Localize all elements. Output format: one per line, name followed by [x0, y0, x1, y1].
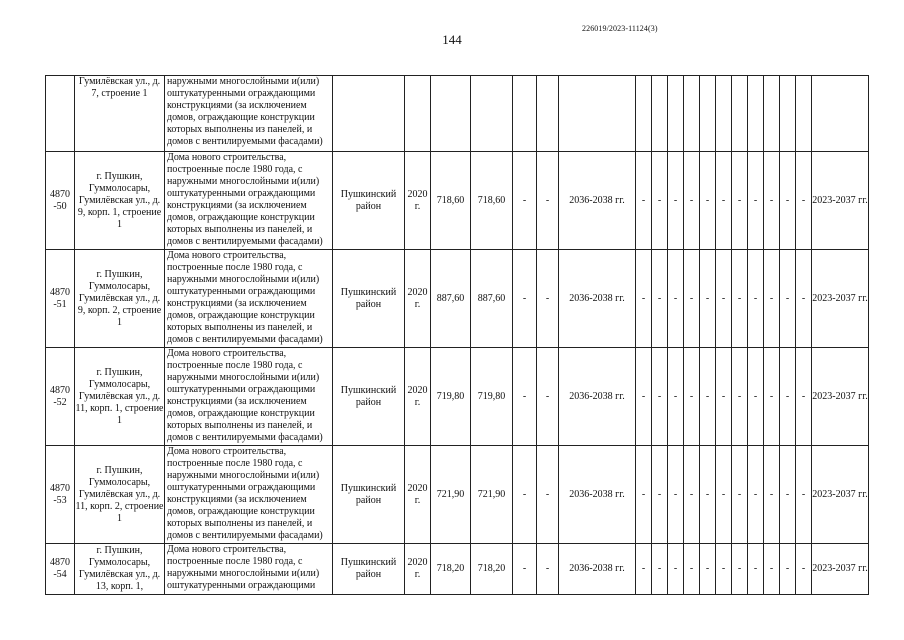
year-cell: 2020 г.: [405, 348, 431, 446]
dash-cell: -: [636, 446, 652, 544]
dash-cell: -: [716, 446, 732, 544]
dash-cell: -: [513, 544, 537, 595]
dash-cell: -: [700, 544, 716, 595]
dash-cell: -: [764, 152, 780, 250]
area-cell: 721,90: [431, 446, 471, 544]
district-cell: [333, 76, 405, 152]
row-id-cell: 4870 -52: [46, 348, 75, 446]
dash-cell: -: [652, 446, 668, 544]
description-cell: наружными многослойными и(или) оштукатуренными ограждающими конструкциями (за исключением домов, ограждающие конструкции которых выполнены из панелей, и домов с вентилируемыми фасадами): [165, 76, 333, 152]
dash-cell: -: [732, 250, 748, 348]
dash-cell: -: [748, 544, 764, 595]
dash-cell: -: [780, 152, 796, 250]
area-cell: 718,60: [431, 152, 471, 250]
row-id-cell: 4870 -51: [46, 250, 75, 348]
dash-cell: -: [652, 348, 668, 446]
dash-cell: -: [537, 250, 559, 348]
period-cell: 2023-2037 гг.: [812, 544, 869, 595]
address-cell: Гумилёвская ул., д. 7, строение 1: [75, 76, 165, 152]
page-number: 144: [442, 32, 462, 47]
address-cell: г. Пушкин, Гуммолосары, Гумилёвская ул., д. 11, корп. 2, строение 1: [75, 446, 165, 544]
dash-cell: -: [652, 250, 668, 348]
dash-cell: -: [513, 446, 537, 544]
dash-cell: -: [796, 348, 812, 446]
area-cell: 887,60: [471, 250, 513, 348]
period-cell: 2023-2037 гг.: [812, 152, 869, 250]
dash-cell: -: [732, 152, 748, 250]
area-cell: 719,80: [431, 348, 471, 446]
dash-cell: -: [748, 152, 764, 250]
row-id-cell: 4870 -50: [46, 152, 75, 250]
dash-cell: -: [537, 544, 559, 595]
dash-cell: -: [780, 446, 796, 544]
area-cell: 887,60: [431, 250, 471, 348]
year-cell: 2020 г.: [405, 152, 431, 250]
district-cell: Пушкинский район: [333, 152, 405, 250]
district-cell: Пушкинский район: [333, 446, 405, 544]
area-cell: 719,80: [471, 348, 513, 446]
dash-cell: -: [668, 152, 684, 250]
district-cell: Пушкинский район: [333, 544, 405, 595]
empty-cell: [684, 76, 700, 152]
area-cell: [471, 76, 513, 152]
period-cell: 2036-2038 гг.: [559, 348, 636, 446]
address-cell: г. Пушкин, Гуммолосары, Гумилёвская ул., д. 11, корп. 1, строение 1: [75, 348, 165, 446]
address-cell: г. Пушкин, Гуммолосары, Гумилёвская ул., д. 13, корп. 1,: [75, 544, 165, 595]
dash-cell: -: [748, 250, 764, 348]
dash-cell: -: [513, 250, 537, 348]
dash-cell: -: [684, 152, 700, 250]
empty-cell: [780, 76, 796, 152]
dash-cell: -: [537, 348, 559, 446]
empty-cell: [537, 76, 559, 152]
dash-cell: -: [636, 152, 652, 250]
dash-cell: -: [668, 544, 684, 595]
dash-cell: -: [732, 446, 748, 544]
area-cell: 718,20: [471, 544, 513, 595]
description-cell: Дома нового строительства, построенные после 1980 года, с наружными многослойными и(или) оштукатуренными ограждающими конструкциями (за исключением домов, ограждающие конструкции которых выполнены из панелей, и домов с вентилируемыми фасадами): [165, 152, 333, 250]
description-cell: Дома нового строительства, построенные после 1980 года, с наружными многослойными и(или) оштукатуренными ограждающими конструкциями (за исключением домов, ограждающие конструкции которых выполнены из панелей, и домов с вентилируемыми фасадами): [165, 348, 333, 446]
dash-cell: -: [513, 348, 537, 446]
dash-cell: -: [716, 348, 732, 446]
address-cell: г. Пушкин, Гуммолосары, Гумилёвская ул., д. 9, корп. 2, строение 1: [75, 250, 165, 348]
empty-cell: [748, 76, 764, 152]
area-cell: 718,20: [431, 544, 471, 595]
dash-cell: -: [780, 544, 796, 595]
empty-cell: [716, 76, 732, 152]
period-cell: 2036-2038 гг.: [559, 544, 636, 595]
period-cell: 2023-2037 гг.: [812, 250, 869, 348]
dash-cell: -: [652, 544, 668, 595]
table-row: [46, 250, 869, 348]
table-row: [46, 152, 869, 250]
dash-cell: -: [636, 544, 652, 595]
dash-cell: -: [780, 250, 796, 348]
dash-cell: -: [537, 152, 559, 250]
dash-cell: -: [716, 152, 732, 250]
district-cell: Пушкинский район: [333, 250, 405, 348]
period-cell: 2036-2038 гг.: [559, 446, 636, 544]
empty-cell: [796, 76, 812, 152]
table-row: [46, 446, 869, 544]
dash-cell: -: [748, 446, 764, 544]
dash-cell: -: [668, 446, 684, 544]
dash-cell: -: [748, 348, 764, 446]
dash-cell: -: [732, 544, 748, 595]
year-cell: 2020 г.: [405, 544, 431, 595]
dash-cell: -: [668, 250, 684, 348]
dash-cell: -: [796, 446, 812, 544]
description-cell: Дома нового строительства, построенные после 1980 года, с наружными многослойными и(или) оштукатуренными ограждающими: [165, 544, 333, 595]
row-id-cell: [46, 76, 75, 152]
dash-cell: -: [684, 544, 700, 595]
dash-cell: -: [684, 446, 700, 544]
table-row: [46, 76, 869, 152]
document-reference: 226019/2023-11124(3): [582, 24, 658, 33]
area-cell: [431, 76, 471, 152]
period-cell: 2023-2037 гг.: [812, 348, 869, 446]
year-cell: 2020 г.: [405, 446, 431, 544]
dash-cell: -: [732, 348, 748, 446]
period-cell: 2023-2037 гг.: [812, 446, 869, 544]
empty-cell: [513, 76, 537, 152]
empty-cell: [636, 76, 652, 152]
dash-cell: -: [537, 446, 559, 544]
period-cell: [559, 76, 636, 152]
period-cell: 2036-2038 гг.: [559, 152, 636, 250]
dash-cell: -: [636, 250, 652, 348]
dash-cell: -: [668, 348, 684, 446]
dash-cell: -: [780, 348, 796, 446]
period-cell: [812, 76, 869, 152]
dash-cell: -: [796, 250, 812, 348]
dash-cell: -: [513, 152, 537, 250]
dash-cell: -: [764, 348, 780, 446]
empty-cell: [732, 76, 748, 152]
register-table: [45, 75, 869, 595]
area-cell: 718,60: [471, 152, 513, 250]
dash-cell: -: [684, 250, 700, 348]
empty-cell: [700, 76, 716, 152]
dash-cell: -: [700, 152, 716, 250]
dash-cell: -: [652, 152, 668, 250]
dash-cell: -: [764, 446, 780, 544]
empty-cell: [764, 76, 780, 152]
dash-cell: -: [716, 544, 732, 595]
address-cell: г. Пушкин, Гуммолосары, Гумилёвская ул., д. 9, корп. 1, строение 1: [75, 152, 165, 250]
description-cell: Дома нового строительства, построенные после 1980 года, с наружными многослойными и(или) оштукатуренными ограждающими конструкциями (за исключением домов, ограждающие конструкции которых выполнены из панелей, и домов с вентилируемыми фасадами): [165, 250, 333, 348]
dash-cell: -: [764, 544, 780, 595]
dash-cell: -: [700, 348, 716, 446]
row-id-cell: 4870 -54: [46, 544, 75, 595]
dash-cell: -: [700, 250, 716, 348]
year-cell: 2020 г.: [405, 250, 431, 348]
district-cell: Пушкинский район: [333, 348, 405, 446]
empty-cell: [652, 76, 668, 152]
description-cell: Дома нового строительства, построенные после 1980 года, с наружными многослойными и(или) оштукатуренными ограждающими конструкциями (за исключением домов, ограждающие конструкции которых выполнены из панелей, и домов с вентилируемыми фасадами): [165, 446, 333, 544]
table-row: [46, 348, 869, 446]
empty-cell: [668, 76, 684, 152]
dash-cell: -: [764, 250, 780, 348]
dash-cell: -: [684, 348, 700, 446]
dash-cell: -: [716, 250, 732, 348]
table-body: [46, 76, 869, 595]
year-cell: [405, 76, 431, 152]
dash-cell: -: [700, 446, 716, 544]
table-row: [46, 544, 869, 595]
dash-cell: -: [796, 152, 812, 250]
area-cell: 721,90: [471, 446, 513, 544]
period-cell: 2036-2038 гг.: [559, 250, 636, 348]
row-id-cell: 4870 -53: [46, 446, 75, 544]
dash-cell: -: [796, 544, 812, 595]
dash-cell: -: [636, 348, 652, 446]
